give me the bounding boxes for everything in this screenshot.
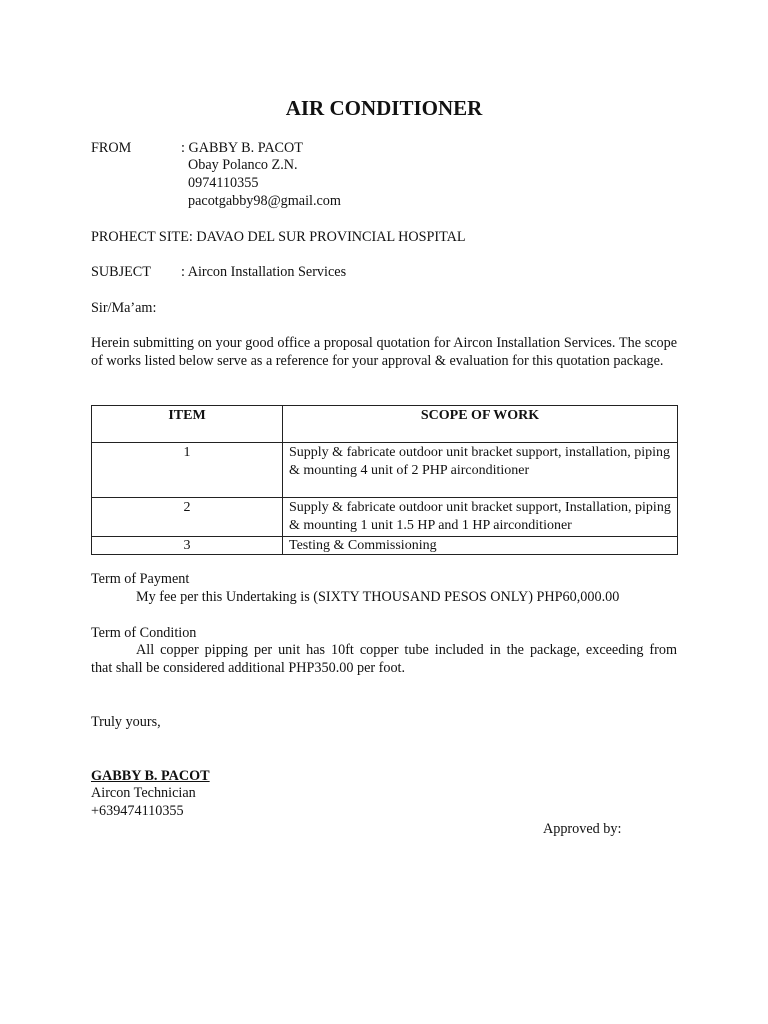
signature-phone: +639474110355 [91,803,184,819]
from-phone: 0974110355 [188,175,259,191]
table-row [92,443,678,498]
document-title: AIR CONDITIONER [285,96,483,120]
from-name: : GABBY B. PACOT [181,140,303,156]
intro-paragraph: Herein submitting on your good office a proposal quotation for Aircon Installation Services. The scope of works listed below serve as a reference for your approval & evaluation for this quotation package. [91,335,677,369]
condition-heading: Term of Condition [91,625,197,641]
table-cell-scope: Supply & fabricate outdoor unit bracket support, installation, piping & mounting 4 unit of 2 PHP airconditioner [283,443,678,498]
salutation: Sir/Ma’am: [91,300,157,316]
subject-label: SUBJECT [91,264,151,280]
signature-name: GABBY B. PACOT [91,768,210,784]
approved-by-label: Approved by: [543,821,622,837]
table-row [92,498,678,537]
condition-text-line1: All copper pipping per unit has 10ft copper tube included in the package, exceeding from [136,642,677,658]
table-row [92,537,678,555]
closing: Truly yours, [91,714,161,730]
payment-heading: Term of Payment [91,571,190,587]
table-cell-scope: Supply & fabricate outdoor unit bracket support, Installation, piping & mounting 1 unit 1.5 HP and 1 HP airconditioner [283,498,678,537]
table-cell-item: 3 [92,537,283,555]
table-cell-scope: Testing & Commissioning [283,537,678,555]
subject-value: : Aircon Installation Services [181,264,347,280]
table-cell-item: 1 [92,443,283,498]
table-cell-item: 2 [92,498,283,537]
scope-table [91,405,678,555]
table-header-scope: SCOPE OF WORK [283,406,678,443]
signature-position: Aircon Technician [91,785,196,801]
from-address: Obay Polanco Z.N. [188,157,298,173]
table-header-row [92,406,678,443]
from-label: FROM [91,140,132,156]
condition-text-line2: that shall be considered additional PHP350.00 per foot. [91,660,406,676]
payment-text: My fee per this Undertaking is (SIXTY THOUSAND PESOS ONLY) PHP60,000.00 [136,589,620,605]
project-site: PROHECT SITE: DAVAO DEL SUR PROVINCIAL HOSPITAL [91,229,466,245]
table-header-item: ITEM [92,406,283,443]
from-email: pacotgabby98@gmail.com [188,193,341,209]
